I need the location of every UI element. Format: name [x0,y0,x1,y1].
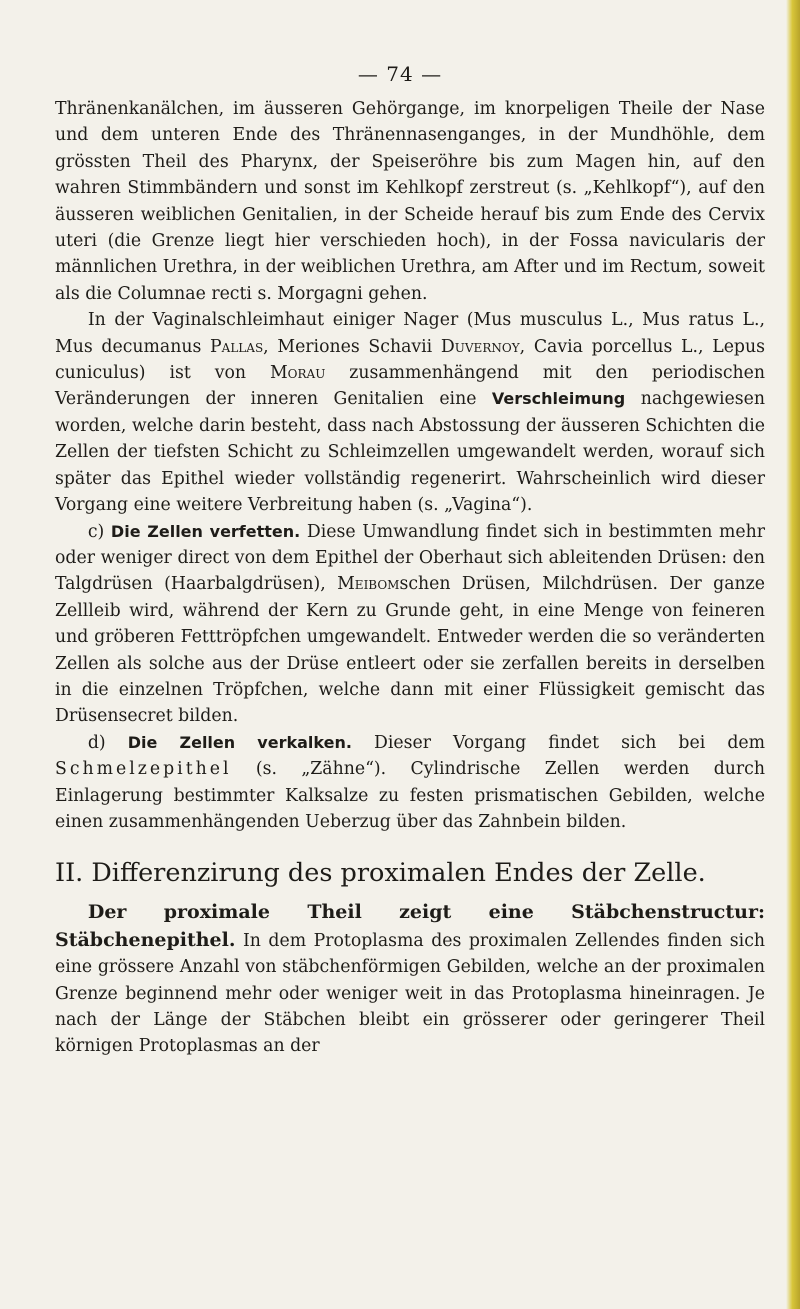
paragraph-3 [55,519,765,730]
text-run: Diese Umwandlung findet sich in bestimmten mehr oder weniger direct von dem Epithel der Oberhaut sich ableitenden Drüsen: den Talgdrüsen (Haarbalgdrüsen), [55,521,765,595]
author-name: Duvernoy [440,336,520,357]
section-heading: II. Differenzirung des proximalen Endes der Zelle. [55,858,706,889]
page-number: — 74 — [357,62,443,86]
text-run: , Meriones Schavii [263,336,441,357]
text-run: nachgewiesen worden, welche darin besteht, dass nach Abstossung der äusseren Schichten die Zellen der tiefsten Schicht zu Schleimzellen umgewandelt werden, worauf sich später das Epithel wieder vollständig regenerirt. Wahrscheinlich wird dieser Vorgang eine weitere Verbreitung haben (s. „Vagina“). [55,389,765,516]
author-name: Pallas [210,336,264,357]
paragraph-4 [55,730,765,836]
key-term: Die Zellen verfetten. [110,521,301,541]
item-label: c) [87,521,111,542]
text-run: schen Drüsen, Milchdrüsen. Der ganze Zellleib wird, während der Kern zu Grunde geht, in eine Menge von feineren und gröberen Fetttröpfchen umgewandelt. Entweder werden die so veränderten Zellen als solche aus der Drüse entleert oder sie zerfallen bereits in derselben in die einzelnen Tröpfchen, welche dann mit einer Flüssigkeit gemischt das Drüsensecret bilden. [55,574,765,727]
paragraph-5 [55,899,765,1059]
text-run: In der Vaginalschleimhaut einiger Nager (Mus musculus L., Mus ratus L., Mus decumanus [55,310,765,357]
paragraph-2 [55,307,765,518]
text-run: , Cavia porcellus L., Lepus cuniculus) ist von [55,336,765,384]
text-run: In dem Protoplasma des proximalen Zellendes finden sich eine grössere Anzahl von stäbchenförmigen Gebilden, welche an der proximalen Grenze beginnend mehr oder weniger weit in das Protoplasma hineinragen. Je nach der Länge der Stäbchen bleibt ein grösserer oder geringerer Theil körnigen Protoplasmas an der [55,930,765,1057]
text-run: Dieser Vorgang findet sich bei dem [351,732,765,753]
item-label: d) [87,732,128,753]
text-run: zusammenhängend mit den periodischen Veränderungen der inneren Genitalien eine [55,363,765,410]
author-name: Morau [269,363,326,384]
paragraph-1: Thränenkanälchen, im äusseren Gehörgange, im knorpeligen Theile der Nase und dem unteren Ende des Thränennasenganges, in der Mundhöhle, dem grössten Theil des Pharynx, der Speiseröhre bis zum Magen hin, auf den wahren Stimmbändern und sonst im Kehlkopf zerstreut (s. „Kehlkopf“), auf den äusseren weiblichen Genitalien, in der Scheide herauf bis zum Ende des Cervix uteri (die Grenze liegt hier verschieden hoch), in der Fossa navicularis der männlichen Urethra, in der weiblichen Urethra, am After und im Rectum, soweit als die Columnae recti s. Morgagni gehen. [55,99,765,304]
text-run: (s. „Zähne“). Cylindrische Zellen werden durch Einlagerung bestimmter Kalksalze zu festen prismatischen Gebilden, welche einen zusammenhängenden Ueberzug über das Zahnbein bilden. [55,759,765,832]
key-term: Der proximale Theil zeigt eine Stäbchenstructur: Stäbchenepithel. [55,901,765,951]
key-term: Die Zellen verkalken. [127,732,352,752]
spaced-term: Schmelzepithel [55,759,232,780]
body-text [55,96,765,1060]
key-term: Verschleimung [491,389,626,409]
author-name: Meibom [337,574,400,595]
page-edge [786,0,800,1309]
